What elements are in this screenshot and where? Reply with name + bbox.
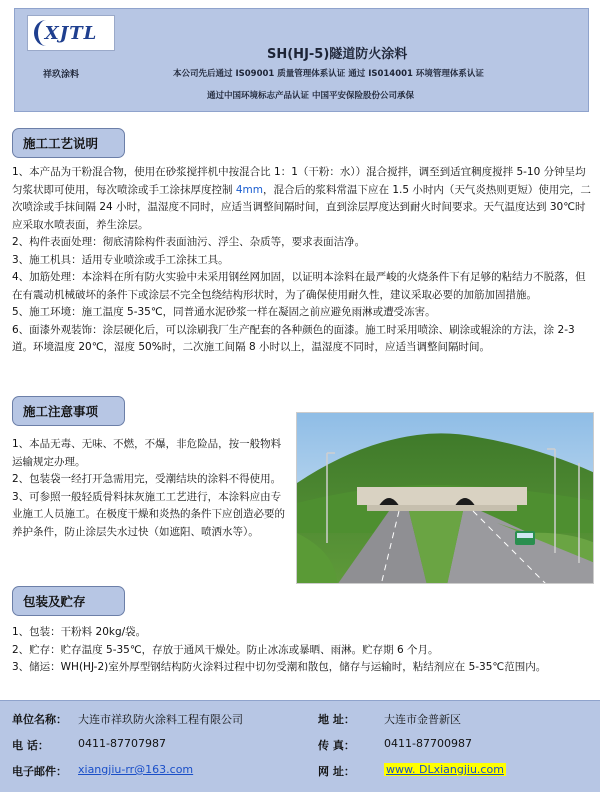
process-item-2: 2、构件表面处理：彻底清除构件表面油污、浮尘、杂质等，要求表面洁净。 (12, 236, 366, 248)
certification-line-2: 通过中国环境标志产品认证 中国平安保险股份公司承保 (207, 91, 414, 101)
fax-value: 0411-87700987 (384, 737, 472, 750)
section-heading-packaging: 包装及贮存 (12, 586, 125, 616)
fax-label: 传 真： (318, 739, 355, 752)
process-item-3: 3、施工机具：适用专业喷涂或手工涂抹工具。 (12, 253, 229, 266)
company-label: 单位名称： (12, 713, 67, 726)
process-item-4: 4、加筋处理：本涂料在所有防火实验中未采用钢丝网加固，以证明本涂料在最严峻的火烧条件下有足够的粘结力不脱落，但在有震动机械破坏的条件下或涂层不完全包绕结构形状时，为了确保使用耐久性，建议采取必要的加筋加固措施。 (12, 271, 586, 301)
packaging-item-1: 1、包装：干粉料 20kg/袋。 (12, 626, 147, 638)
packaging-storage (12, 624, 592, 677)
notes-item-2: 2、包装袋一经打开急需用完，受潮结块的涂料不得使用。 (12, 473, 282, 485)
notes-item-1: 1、本品无毒、无味、不燃，不爆，非危险品，按一般物料运输规定办理。 (12, 438, 282, 468)
page-title: SH(HJ-5)隧道防火涂料 (267, 47, 408, 62)
brand-name: 祥玖涂料 (43, 70, 80, 80)
process-item-6: 6、面漆外观装饰：涂层硬化后，可以涂刷我厂生产配套的各种颜色的面漆。施工时采用喷涂、刷涂或辊涂的方法，涂 2-3 道。环境温度 20℃，湿度 50%时，二次施工间隔 8 小时以上，温湿度不同时，应适当调整间隔时间。 (12, 323, 575, 353)
process-instructions (12, 164, 592, 357)
email-label: 电子邮件： (12, 765, 67, 778)
construction-notes (12, 436, 288, 541)
address-value: 大连市金普新区 (384, 713, 461, 726)
certification-line-1: 本公司先后通过 IS09001 质量管理体系认证 通过 IS014001 环境管理体系认证 (173, 69, 484, 79)
tunnel-illustration (297, 413, 594, 584)
website-label: 网 址： (318, 765, 355, 778)
section-heading-process: 施工工艺说明 (12, 128, 125, 158)
company-value: 大连市祥玖防火涂料工程有限公司 (78, 713, 243, 726)
phone-value: 0411-87707987 (78, 737, 166, 750)
packaging-item-2: 2、贮存：贮存温度 5-35℃，存放于通风干燥处。防止冰冻或暴晒、雨淋。贮存期 6 个月。 (12, 643, 439, 656)
logo-swoosh-icon (34, 20, 58, 46)
email-link[interactable]: xiangjiu-rr@163.com (78, 763, 194, 776)
header-banner (14, 8, 589, 112)
process-item-1 (12, 164, 592, 234)
thickness-highlight: 4mm (235, 183, 263, 196)
company-logo (27, 15, 115, 51)
tunnel-photo (296, 412, 594, 584)
logo-text: XJTL (44, 22, 98, 44)
website-link[interactable]: www. DLxiangjiu.com (386, 763, 504, 776)
address-label: 地 址： (318, 713, 355, 726)
section-heading-notes: 施工注意事项 (12, 396, 125, 426)
phone-label: 电 话： (12, 739, 49, 752)
contact-footer (0, 700, 600, 792)
process-item-1-part-a: 1、本产品为干粉混合物，使用在砂浆搅拌机中按混合比 1：1（干粉：水））混合搅拌，调至到适宜稠度搅拌 5-10 分钟呈均匀浆状即可使用，每次喷涂或手工涂抹厚度控制 (12, 166, 586, 196)
process-item-5: 5、施工环境：施工温度 5-35℃，同普通水泥砂浆一样在凝固之前应避免雨淋或遭受冻害。 (12, 306, 436, 318)
notes-item-3: 3、可参照一般轻质骨料抹灰施工工艺进行，本涂料应由专业施工人员施工。在极度干燥和炎热的条件下应创造必要的养护条件，防止涂层失水过快（如遮阳、喷洒水等）。 (12, 490, 285, 538)
process-item-1-part-b: ，混合后的浆料常温下应在 1.5 小时内（天气炎热则更短）使用完，二次喷涂或手抹间隔 24 小时，温湿度不同时，应适当调整间隔时间，直到涂层厚度达到耐火时间要求。天气温度达到 30℃时应采取水喷表面，养生涂层。 (12, 183, 591, 231)
packaging-item-3: 3、储运：WH(HJ-2)室外厚型钢结构防火涂料过程中切勿受潮和散包，储存与运输时，粘结剂应在 5-35℃范围内。 (12, 661, 547, 673)
